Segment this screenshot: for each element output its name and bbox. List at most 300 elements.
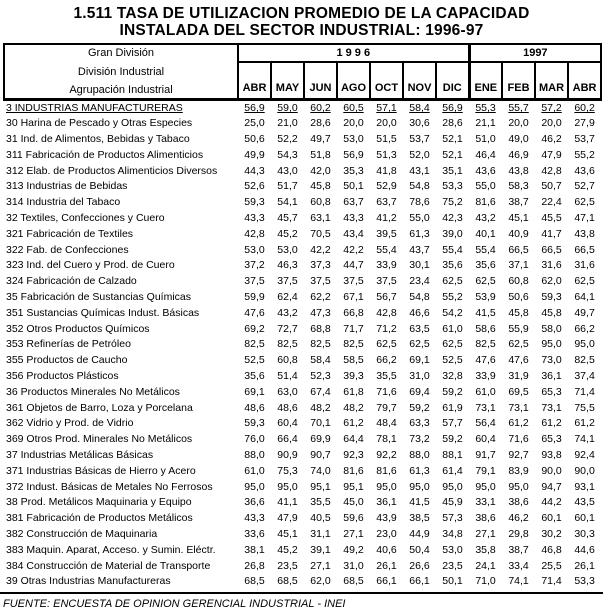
- value-cell: 58,4: [310, 354, 331, 367]
- value-cell: 74,1: [574, 433, 595, 446]
- value-cell: 52,6: [244, 180, 265, 193]
- value-cell: 31,0: [343, 559, 364, 572]
- value-cell: 78,6: [409, 196, 430, 209]
- value-cell: 22,4: [541, 196, 562, 209]
- value-cell: 40,1: [475, 227, 496, 240]
- value-cell: 54,8: [409, 180, 430, 193]
- value-cell: 62,5: [574, 275, 595, 288]
- value-cell: 47,6: [244, 306, 265, 319]
- value-cell: 51,0: [475, 132, 496, 145]
- value-cell: 61,2: [541, 417, 562, 430]
- row-label: 381 Fabricación de Productos Metálicos: [6, 512, 193, 525]
- value-cell: 68,5: [343, 575, 364, 588]
- month-header-feb-1997: FEB: [502, 62, 535, 99]
- value-cell: 34,8: [442, 527, 463, 540]
- value-cell: 52,7: [574, 180, 595, 193]
- value-cell: 95,0: [508, 480, 529, 493]
- value-cell: 43,6: [475, 164, 496, 177]
- value-cell: 75,3: [277, 464, 298, 477]
- value-cell: 76,0: [244, 433, 265, 446]
- value-cell: 61,4: [442, 464, 463, 477]
- value-cell: 55,2: [574, 148, 595, 161]
- value-cell: 50,1: [442, 575, 463, 588]
- value-cell: 53,3: [442, 180, 463, 193]
- value-cell: 38,7: [508, 543, 529, 556]
- value-cell: 26,6: [409, 559, 430, 572]
- value-cell: 71,7: [343, 322, 364, 335]
- value-cell: 55,9: [508, 322, 529, 335]
- value-cell: 43,6: [574, 164, 595, 177]
- value-cell: 59,3: [244, 417, 265, 430]
- value-cell: 62,5: [442, 275, 463, 288]
- table-row: [4, 415, 601, 431]
- value-cell: 39,1: [310, 543, 331, 556]
- stub-line-agrupacion-industrial: Agrupación Industrial: [69, 84, 173, 96]
- row-label: 353 Refinerías de Petróleo: [6, 338, 131, 351]
- table-row: [4, 194, 601, 210]
- value-cell: 71,4: [541, 575, 562, 588]
- value-cell: 55,7: [508, 102, 529, 115]
- table-row: [4, 494, 601, 510]
- value-cell: 41,2: [376, 211, 397, 224]
- value-cell: 59,2: [409, 401, 430, 414]
- value-cell: 43,9: [376, 512, 397, 525]
- value-cell: 69,1: [244, 385, 265, 398]
- row-label: 30 Harina de Pescado y Otras Especies: [6, 117, 193, 130]
- stub-line-division-industrial: División Industrial: [77, 65, 165, 78]
- value-cell: 51,3: [376, 148, 397, 161]
- value-cell: 30,2: [541, 527, 562, 540]
- value-cell: 35,6: [475, 259, 496, 272]
- value-cell: 60,2: [574, 102, 595, 115]
- table-row: [4, 178, 601, 194]
- value-cell: 53,7: [409, 132, 430, 145]
- row-label: 356 Productos Plásticos: [6, 369, 119, 382]
- row-label: 311 Fabricación de Productos Alimenticios: [6, 148, 204, 161]
- value-cell: 33,4: [508, 559, 529, 572]
- value-cell: 63,0: [277, 385, 298, 398]
- value-cell: 92,2: [376, 448, 397, 461]
- value-cell: 27,9: [574, 117, 595, 130]
- value-cell: 63,1: [310, 211, 331, 224]
- value-cell: 67,1: [343, 290, 364, 303]
- table-header: [4, 44, 601, 100]
- row-label: 352 Otros Productos Químicos: [6, 322, 150, 335]
- value-cell: 55,4: [475, 243, 496, 256]
- value-cell: 37,5: [343, 275, 364, 288]
- month-header-abr-1997: ABR: [568, 62, 601, 99]
- value-cell: 43,1: [409, 164, 430, 177]
- value-cell: 41,5: [409, 496, 430, 509]
- capacity-utilization-table: [3, 43, 602, 589]
- value-cell: 37,1: [508, 259, 529, 272]
- value-cell: 63,3: [409, 417, 430, 430]
- title-line-2: INSTALADA DEL SECTOR INDUSTRIAL: 1996-97: [119, 22, 484, 39]
- value-cell: 95,0: [541, 338, 562, 351]
- value-cell: 43,7: [409, 243, 430, 256]
- month-header-abr-1996: ABR: [238, 62, 271, 99]
- value-cell: 82,5: [244, 338, 265, 351]
- source-note: FUENTE: ENCUESTA DE OPINION GERENCIAL INDUSTRIAL - INEI: [0, 592, 603, 610]
- value-cell: 79,7: [376, 401, 397, 414]
- value-cell: 59,0: [277, 102, 298, 115]
- value-cell: 49,7: [574, 306, 595, 319]
- value-cell: 52,1: [442, 148, 463, 161]
- row-label: 369 Otros Prod. Minerales No Metálicos: [6, 433, 193, 446]
- value-cell: 47,9: [277, 512, 298, 525]
- value-cell: 68,5: [244, 575, 265, 588]
- value-cell: 88,0: [244, 448, 265, 461]
- value-cell: 23,4: [409, 275, 430, 288]
- value-cell: 95,0: [277, 480, 298, 493]
- value-cell: 47,3: [310, 306, 331, 319]
- value-cell: 56,7: [376, 290, 397, 303]
- value-cell: 55,0: [409, 211, 430, 224]
- value-cell: 66,5: [508, 243, 529, 256]
- value-cell: 71,2: [376, 322, 397, 335]
- value-cell: 45,9: [442, 496, 463, 509]
- value-cell: 88,1: [442, 448, 463, 461]
- value-cell: 25,0: [244, 117, 265, 130]
- value-cell: 48,2: [343, 401, 364, 414]
- value-cell: 58,6: [475, 322, 496, 335]
- value-cell: 92,3: [343, 448, 364, 461]
- value-cell: 69,5: [508, 385, 529, 398]
- value-cell: 62,4: [277, 290, 298, 303]
- value-cell: 42,8: [376, 306, 397, 319]
- value-cell: 46,4: [475, 148, 496, 161]
- table-row: [4, 115, 601, 131]
- table-row: [4, 400, 601, 416]
- value-cell: 58,3: [508, 180, 529, 193]
- value-cell: 33,1: [475, 496, 496, 509]
- value-cell: 42,2: [343, 243, 364, 256]
- value-cell: 45,1: [277, 527, 298, 540]
- value-cell: 31,6: [574, 259, 595, 272]
- value-cell: 38,6: [508, 496, 529, 509]
- value-cell: 69,9: [310, 433, 331, 446]
- value-cell: 49,7: [310, 132, 331, 145]
- value-cell: 52,5: [442, 354, 463, 367]
- value-cell: 26,1: [376, 559, 397, 572]
- value-cell: 57,2: [541, 102, 562, 115]
- value-cell: 27,1: [343, 527, 364, 540]
- value-cell: 37,2: [244, 259, 265, 272]
- table-row: [4, 131, 601, 147]
- row-label: 35 Fabricación de Sustancias Químicas: [6, 290, 192, 303]
- table-row: [4, 352, 601, 368]
- value-cell: 28,6: [310, 117, 331, 130]
- value-cell: 93,8: [541, 448, 562, 461]
- year-header-row: [4, 44, 601, 62]
- value-cell: 62,2: [310, 290, 331, 303]
- value-cell: 53,3: [574, 575, 595, 588]
- value-cell: 30,6: [409, 117, 430, 130]
- row-label: 361 Objetos de Barro, Loza y Porcelana: [6, 401, 193, 414]
- value-cell: 90,0: [541, 464, 562, 477]
- value-cell: 60,4: [277, 417, 298, 430]
- value-cell: 58,0: [541, 322, 562, 335]
- value-cell: 31,1: [310, 527, 331, 540]
- row-label: 313 Industrias de Bebidas: [6, 180, 128, 193]
- value-cell: 30,3: [574, 527, 595, 540]
- value-cell: 60,8: [310, 196, 331, 209]
- value-cell: 38,7: [508, 196, 529, 209]
- value-cell: 43,8: [574, 227, 595, 240]
- value-cell: 52,5: [244, 354, 265, 367]
- value-cell: 44,3: [244, 164, 265, 177]
- table-row: [4, 384, 601, 400]
- value-cell: 71,6: [508, 433, 529, 446]
- value-cell: 58,5: [343, 354, 364, 367]
- value-cell: 25,5: [541, 559, 562, 572]
- value-cell: 53,0: [244, 243, 265, 256]
- value-cell: 46,2: [541, 132, 562, 145]
- value-cell: 42,2: [310, 243, 331, 256]
- table-row: [4, 226, 601, 242]
- value-cell: 56,9: [244, 102, 265, 115]
- value-cell: 51,5: [376, 132, 397, 145]
- value-cell: 81,6: [343, 464, 364, 477]
- value-cell: 79,1: [475, 464, 496, 477]
- value-cell: 81,6: [376, 464, 397, 477]
- value-cell: 46,3: [277, 259, 298, 272]
- value-cell: 35,5: [310, 496, 331, 509]
- value-cell: 31,9: [508, 369, 529, 382]
- value-cell: 42,0: [310, 164, 331, 177]
- title-line-1: 1.511 TASA DE UTILIZACION PROMEDIO DE LA CAPACIDAD: [73, 5, 530, 22]
- value-cell: 45,5: [541, 211, 562, 224]
- table-row: [4, 210, 601, 226]
- table-row: [4, 163, 601, 179]
- table-row: [4, 242, 601, 258]
- row-label: 321 Fabricación de Textiles: [6, 227, 134, 240]
- value-cell: 35,6: [442, 259, 463, 272]
- month-header-ene-1997: ENE: [469, 62, 502, 99]
- row-label: 324 Fabricación de Calzado: [6, 275, 137, 288]
- value-cell: 47,6: [508, 354, 529, 367]
- stub-line-gran-division: Gran División: [87, 47, 155, 59]
- value-cell: 58,4: [409, 102, 430, 115]
- value-cell: 92,4: [574, 448, 595, 461]
- value-cell: 35,5: [376, 369, 397, 382]
- value-cell: 69,1: [409, 354, 430, 367]
- value-cell: 35,6: [244, 369, 265, 382]
- value-cell: 82,5: [310, 338, 331, 351]
- value-cell: 37,5: [310, 275, 331, 288]
- value-cell: 20,0: [508, 117, 529, 130]
- value-cell: 95,0: [475, 480, 496, 493]
- value-cell: 43,5: [574, 496, 595, 509]
- value-cell: 54,3: [277, 148, 298, 161]
- value-cell: 82,5: [277, 338, 298, 351]
- table-row: [4, 431, 601, 447]
- value-cell: 61,2: [574, 417, 595, 430]
- value-cell: 94,7: [541, 480, 562, 493]
- table-row: [4, 336, 601, 352]
- value-cell: 45,8: [310, 180, 331, 193]
- value-cell: 43,4: [343, 227, 364, 240]
- value-cell: 53,9: [475, 290, 496, 303]
- table-row: [4, 510, 601, 526]
- value-cell: 37,5: [376, 275, 397, 288]
- value-cell: 46,2: [508, 512, 529, 525]
- value-cell: 46,6: [409, 306, 430, 319]
- value-cell: 72,7: [277, 322, 298, 335]
- value-cell: 32,8: [442, 369, 463, 382]
- row-label: 32 Textiles, Confecciones y Cuero: [6, 211, 165, 224]
- value-cell: 50,4: [409, 543, 430, 556]
- value-cell: 52,3: [310, 369, 331, 382]
- value-cell: 28,6: [442, 117, 463, 130]
- value-cell: 20,0: [376, 117, 397, 130]
- value-cell: 37,5: [277, 275, 298, 288]
- value-cell: 49,2: [343, 543, 364, 556]
- value-cell: 29,8: [508, 527, 529, 540]
- value-cell: 67,4: [310, 385, 331, 398]
- value-cell: 20,0: [541, 117, 562, 130]
- value-cell: 37,4: [574, 369, 595, 382]
- value-cell: 60,1: [574, 512, 595, 525]
- table-row: [4, 257, 601, 273]
- value-cell: 26,8: [244, 559, 265, 572]
- value-cell: 74,1: [508, 575, 529, 588]
- page-title: [0, 0, 603, 39]
- value-cell: 56,4: [475, 417, 496, 430]
- value-cell: 57,1: [376, 102, 397, 115]
- row-label: 371 Industrias Básicas de Hierro y Acero: [6, 464, 196, 477]
- value-cell: 39,3: [343, 369, 364, 382]
- value-cell: 59,6: [343, 512, 364, 525]
- value-cell: 61,3: [409, 464, 430, 477]
- value-cell: 62,0: [310, 575, 331, 588]
- value-cell: 73,2: [409, 433, 430, 446]
- value-cell: 45,2: [277, 227, 298, 240]
- value-cell: 66,5: [541, 243, 562, 256]
- table-row: [4, 526, 601, 542]
- value-cell: 40,5: [310, 512, 331, 525]
- value-cell: 48,4: [376, 417, 397, 430]
- value-cell: 62,5: [574, 196, 595, 209]
- value-cell: 61,0: [244, 464, 265, 477]
- table-row: [4, 273, 601, 289]
- stub-header-cell: [4, 44, 238, 100]
- row-label: 382 Construcción de Maquinaria: [6, 527, 158, 540]
- value-cell: 21,0: [277, 117, 298, 130]
- row-label: 312 Elab. de Productos Alimenticios Diversos: [6, 164, 218, 177]
- value-cell: 53,0: [343, 132, 364, 145]
- value-cell: 49,0: [508, 132, 529, 145]
- value-cell: 55,4: [442, 243, 463, 256]
- value-cell: 69,4: [409, 385, 430, 398]
- value-cell: 71,4: [574, 385, 595, 398]
- value-cell: 73,1: [475, 401, 496, 414]
- value-cell: 46,8: [541, 543, 562, 556]
- value-cell: 53,0: [442, 543, 463, 556]
- value-cell: 46,9: [508, 148, 529, 161]
- value-cell: 42,8: [244, 227, 265, 240]
- value-cell: 63,7: [343, 196, 364, 209]
- value-cell: 64,1: [574, 290, 595, 303]
- value-cell: 40,9: [508, 227, 529, 240]
- value-cell: 60,1: [541, 512, 562, 525]
- table-row: [4, 368, 601, 384]
- row-label: 36 Productos Minerales No Metálicos: [6, 385, 180, 398]
- value-cell: 59,2: [442, 385, 463, 398]
- value-cell: 43,2: [277, 306, 298, 319]
- value-cell: 55,3: [475, 102, 496, 115]
- value-cell: 33,6: [244, 527, 265, 540]
- value-cell: 53,7: [574, 132, 595, 145]
- value-cell: 24,1: [475, 559, 496, 572]
- value-cell: 63,5: [409, 322, 430, 335]
- value-cell: 35,8: [475, 543, 496, 556]
- value-cell: 95,0: [574, 338, 595, 351]
- value-cell: 31,0: [409, 369, 430, 382]
- value-cell: 52,1: [442, 132, 463, 145]
- value-cell: 83,9: [508, 464, 529, 477]
- value-cell: 61,0: [442, 322, 463, 335]
- value-cell: 75,5: [574, 401, 595, 414]
- value-cell: 57,7: [442, 417, 463, 430]
- value-cell: 95,0: [376, 480, 397, 493]
- value-cell: 66,8: [343, 306, 364, 319]
- value-cell: 50,1: [343, 180, 364, 193]
- value-cell: 82,5: [475, 338, 496, 351]
- value-cell: 44,6: [574, 543, 595, 556]
- value-cell: 27,1: [310, 559, 331, 572]
- value-cell: 45,2: [277, 543, 298, 556]
- value-cell: 88,0: [409, 448, 430, 461]
- value-cell: 23,0: [376, 527, 397, 540]
- value-cell: 44,9: [409, 527, 430, 540]
- row-label: 383 Maquin. Aparat, Acceso. y Sumin. Eléctr.: [6, 543, 216, 556]
- value-cell: 41,7: [541, 227, 562, 240]
- value-cell: 62,5: [376, 338, 397, 351]
- value-cell: 43,2: [475, 211, 496, 224]
- month-header-oct-1996: OCT: [370, 62, 403, 99]
- month-header-dic-1996: DIC: [436, 62, 469, 99]
- value-cell: 95,1: [343, 480, 364, 493]
- value-cell: 73,1: [508, 401, 529, 414]
- value-cell: 43,8: [508, 164, 529, 177]
- value-cell: 59,3: [244, 196, 265, 209]
- value-cell: 73,0: [541, 354, 562, 367]
- value-cell: 82,5: [574, 354, 595, 367]
- value-cell: 51,4: [277, 369, 298, 382]
- value-cell: 20,0: [343, 117, 364, 130]
- value-cell: 61,3: [409, 227, 430, 240]
- value-cell: 45,8: [541, 306, 562, 319]
- value-cell: 61,2: [508, 417, 529, 430]
- value-cell: 92,7: [508, 448, 529, 461]
- value-cell: 65,3: [541, 433, 562, 446]
- value-cell: 60,4: [475, 433, 496, 446]
- value-cell: 59,3: [541, 290, 562, 303]
- value-cell: 55,2: [442, 290, 463, 303]
- value-cell: 68,8: [310, 322, 331, 335]
- row-label: 384 Construcción de Material de Transporte: [6, 559, 211, 572]
- value-cell: 95,1: [310, 480, 331, 493]
- value-cell: 41,8: [376, 164, 397, 177]
- value-cell: 45,0: [343, 496, 364, 509]
- value-cell: 95,0: [244, 480, 265, 493]
- table-row: [4, 147, 601, 163]
- value-cell: 26,1: [574, 559, 595, 572]
- table-row: [4, 573, 601, 589]
- month-header-mar-1997: MAR: [535, 62, 568, 99]
- value-cell: 37,3: [310, 259, 331, 272]
